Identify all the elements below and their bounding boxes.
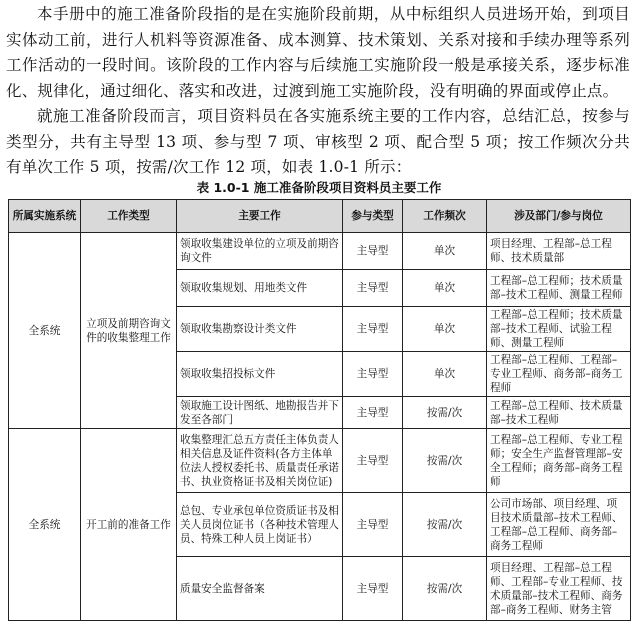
header-participation: 参与类型 [343,200,403,233]
cell-departments: 工程部–总工程师、技术质量部–技术工程师 [487,397,631,429]
cell-frequency: 按需/次 [403,493,487,557]
header-system: 所属实施系统 [9,200,81,233]
cell-participation: 主导型 [343,352,403,397]
cell-work: 领取施工设计图纸、地勘报告并下发至各部门 [177,397,343,429]
cell-work: 领取收集建设单位的立项及前期咨询文件 [177,233,343,270]
cell-work: 收集整理汇总五方责任主体负责人相关信息及证件资料(各方主体单位法人授权委托书、质量责任承诺书、执业资格证书及相关岗位证) [177,429,343,493]
cell-departments: 工程部–总工程师；技术质量部–技术工程师、测量工程师 [487,270,631,307]
cell-participation: 主导型 [343,493,403,557]
cell-frequency: 单次 [403,307,487,352]
cell-departments: 工程部–总工程师、工程部–专业工程师、商务部–商务工程师 [487,352,631,397]
cell-frequency: 单次 [403,233,487,270]
cell-departments: 项目经理、工程部–总工程师、技术质量部 [487,233,631,270]
cell-work: 质量安全监督备案 [177,557,343,621]
cell-frequency: 按需/次 [403,557,487,621]
cell-departments: 工程部–总工程师；技术质量部–技术工程师、试验工程师、测量工程师 [487,307,631,352]
cell-departments: 公司市场部、项目经理、项目技术质量部–技术工程师、工程部–总工程师、商务部–商务工程师 [487,493,631,557]
intro-paragraph-2: 就施工准备阶段而言，项目资料员在各实施系统主要的工作内容，总结汇总，按参与类型分，共有主导型 13 项、参与型 7 项、审核型 2 项、配合型 5 项；按工作频次分共有单次工作 5 项，按需/次工作 12 项，如表 1.0-1 所示： [6,107,630,176]
header-departments: 涉及部门/参与岗位 [487,200,631,233]
cell-work: 领取收集勘察设计类文件 [177,307,343,352]
header-work-type: 工作类型 [81,200,177,233]
cell-frequency: 单次 [403,270,487,307]
table-row [9,233,631,270]
cell-work: 领取收集规划、用地类文件 [177,270,343,307]
table-caption: 表 1.0-1 施工准备阶段项目资料员主要工作 [196,180,442,195]
cell-departments: 工程部–总工程师、专业工程师；安全生产监督管理部–安全工程师；商务部–商务工程师 [487,429,631,493]
work-table [8,199,631,621]
cell-work-type: 开工前的准备工作 [81,429,177,621]
cell-participation: 主导型 [343,557,403,621]
cell-work-type: 立项及前期咨询文件的收集整理工作 [81,233,177,429]
header-main-work: 主要工作 [177,200,343,233]
table-header-row [9,200,631,233]
cell-work: 领取收集招投标文件 [177,352,343,397]
cell-departments: 项目经理、工程部–总工程师、工程部–专业工程师、技术质量部–技术工程师、商务部–商务工程师、财务主管 [487,557,631,621]
intro-text [6,2,630,181]
cell-participation: 主导型 [343,233,403,270]
cell-system: 全系统 [9,233,81,429]
intro-paragraph-1: 本手册中的施工准备阶段指的是在实施阶段前期，从中标组织人员进场开始，到项目实体动工前，进行人机料等资源准备、成本测算、技术策划、关系对接和手续办理等系列工作活动的一段时间。该阶段的工作内容与后续施工实施阶段一般是承接关系，逐步标准化、规律化，通过细化、落实和改进，过渡到施工实施阶段，没有明确的界面或停止点。 [6,5,630,100]
cell-participation: 主导型 [343,270,403,307]
cell-participation: 主导型 [343,429,403,493]
cell-work: 总包、专业承包单位资质证书及相关人员岗位证书（各种技术管理人员、特殊工种人员上岗证书） [177,493,343,557]
cell-frequency: 按需/次 [403,429,487,493]
cell-system: 全系统 [9,429,81,621]
cell-frequency: 单次 [403,352,487,397]
header-frequency: 工作频次 [403,200,487,233]
cell-participation: 主导型 [343,307,403,352]
cell-participation: 主导型 [343,397,403,429]
table-row [9,429,631,493]
cell-frequency: 按需/次 [403,397,487,429]
